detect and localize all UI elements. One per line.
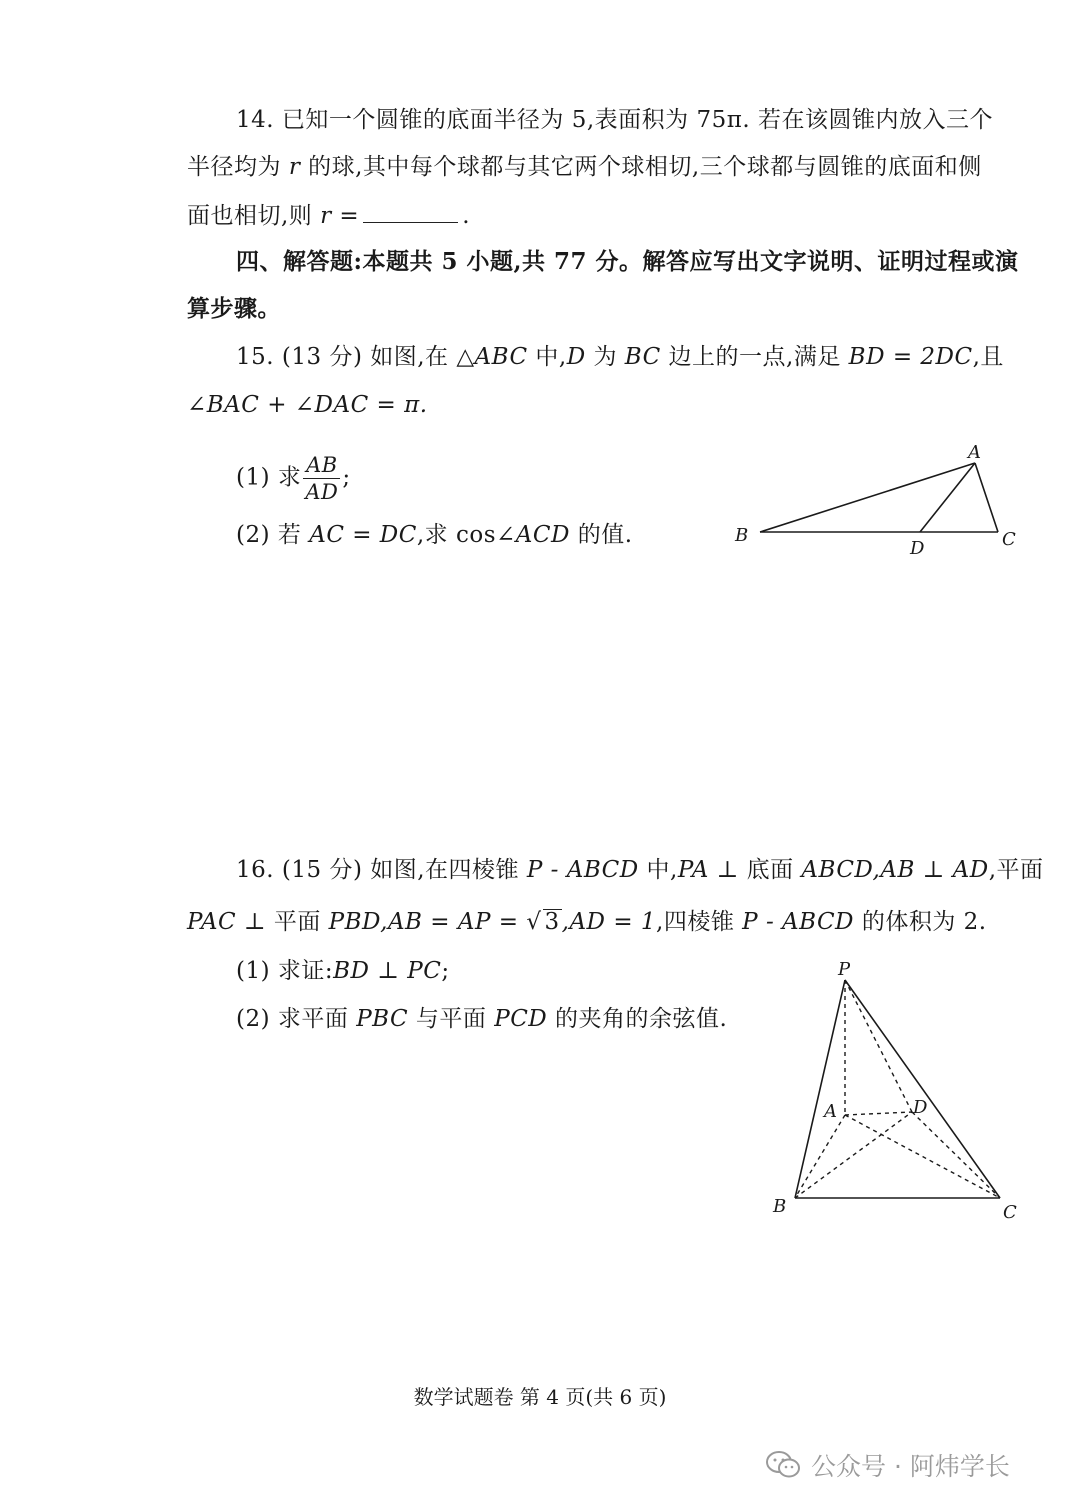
q16-math-pyramid2: P - ABCD [742, 909, 855, 935]
page-footer: 数学试题卷 第 4 页(共 6 页) [413, 1385, 667, 1409]
q15-angle-condition: ∠BAC + ∠DAC = π. [187, 392, 428, 418]
q16-edge-ac [845, 1115, 1000, 1198]
q15-part1-end: ; [342, 464, 351, 491]
q16-text-c2: ,四棱锥 [656, 909, 743, 935]
q15-math-d: D [566, 344, 586, 370]
q15-part2-label: (2) 若 [236, 522, 310, 548]
watermark-text: 公众号 · 阿炜学长 [811, 1452, 1010, 1481]
q16-math-pac: PAC ⊥ [187, 909, 267, 935]
q15-math-bd: BD = 2DC [848, 344, 973, 370]
q14-r-equals: r = [320, 203, 360, 229]
q16-edge-pc [845, 980, 1000, 1198]
q15-text-d: 边上的一点,满足 [660, 344, 849, 370]
q16-sqrt-value: 3 [544, 909, 560, 935]
q16-part2-end: 的夹角的余弦值. [547, 1006, 728, 1032]
q15-math-abc: △ABC [456, 344, 528, 370]
q16-part1-end: ; [441, 958, 450, 984]
q15-label-c: C [1002, 529, 1016, 550]
q16-math-base: ABCD,AB ⊥ AD [801, 857, 989, 883]
q16-text-a: 16. (15 分) 如图,在四棱锥 [236, 857, 527, 883]
q14-line3-text: 面也相切,则 [187, 203, 321, 229]
q16-edge-dc [912, 1112, 1000, 1198]
q16-edge-ad [845, 1112, 912, 1115]
q16-math-pyramid: P - ABCD [526, 857, 639, 883]
q16-text-c: 底面 [738, 857, 802, 883]
q15-text-c: 为 [585, 344, 625, 370]
q16-part1-math: BD ⊥ PC [333, 958, 442, 984]
q16-label-c: C [1003, 1202, 1017, 1223]
q16-sqrt-symbol: √ [526, 909, 542, 935]
q16-edge-pd [845, 980, 912, 1112]
q14-line2-text-a: 半径均为 [187, 154, 289, 180]
q14-period: . [462, 203, 471, 229]
q16-label-p: P [838, 959, 851, 980]
q15-text-a: 15. (13 分) 如图,在 [236, 344, 457, 370]
q15-text-b: 中, [527, 344, 567, 370]
q15-part2-mid: ,求 cos [416, 522, 496, 548]
q16-edge-ab [795, 1115, 845, 1198]
q16-part2-label: (2) 求平面 [236, 1006, 357, 1032]
q16-part1-label: (1) 求证: [236, 958, 334, 984]
section4-text2: 算步骤。 [187, 295, 281, 322]
q16-math-ad: ,AD = 1 [561, 909, 657, 935]
section4-text1: 四、解答题:本题共 5 小题,共 77 分。解答应写出文字说明、证明过程或演 [236, 248, 1019, 275]
q16-math-pa: PA ⊥ [677, 857, 739, 883]
q15-label-d: D [910, 538, 925, 559]
q14-var-r: r [288, 154, 301, 180]
wechat-icon [765, 1450, 801, 1480]
q16-part2-math2: PCD [494, 1006, 548, 1032]
q16-text-d2: 的体积为 2. [854, 909, 987, 935]
q16-label-b: B [773, 1196, 787, 1217]
q15-part1-label: (1) 求 [236, 464, 302, 491]
q16-text-b: 中, [638, 857, 678, 883]
q15-label-b: B [735, 525, 749, 546]
q15-part2-end: 的值. [569, 522, 633, 548]
watermark [765, 1445, 1055, 1485]
q14-line2-text-b: 的球,其中每个球都与其它两个球相切,三个球都与圆锥的底面和侧 [300, 154, 982, 180]
q16-text-d: ,平面 [988, 857, 1044, 883]
q15-label-a: A [968, 442, 981, 463]
q16-label-a: A [824, 1101, 837, 1122]
q15-math-bc: BC [624, 344, 661, 370]
q16-text-plane: 平面 [266, 909, 329, 935]
q16-part2-mid: 与平面 [408, 1006, 495, 1032]
q15-part2-math1: AC = DC [309, 522, 417, 548]
q15-fraction-numerator: AB [303, 452, 340, 479]
q15-text-e: ,且 [972, 344, 1004, 370]
q15-fraction-denominator: AD [305, 480, 339, 504]
q16-part2-math1: PBC [356, 1006, 409, 1032]
q16-label-d: D [913, 1097, 928, 1118]
q16-math-pbd: PBD,AB = AP = [328, 909, 527, 935]
q16-edge-pb [795, 980, 845, 1198]
q14-line1-text: 14. 已知一个圆锥的底面半径为 5,表面积为 75π. 若在该圆锥内放入三个 [236, 107, 993, 133]
q15-part2-math2: ∠ACD [496, 522, 570, 548]
